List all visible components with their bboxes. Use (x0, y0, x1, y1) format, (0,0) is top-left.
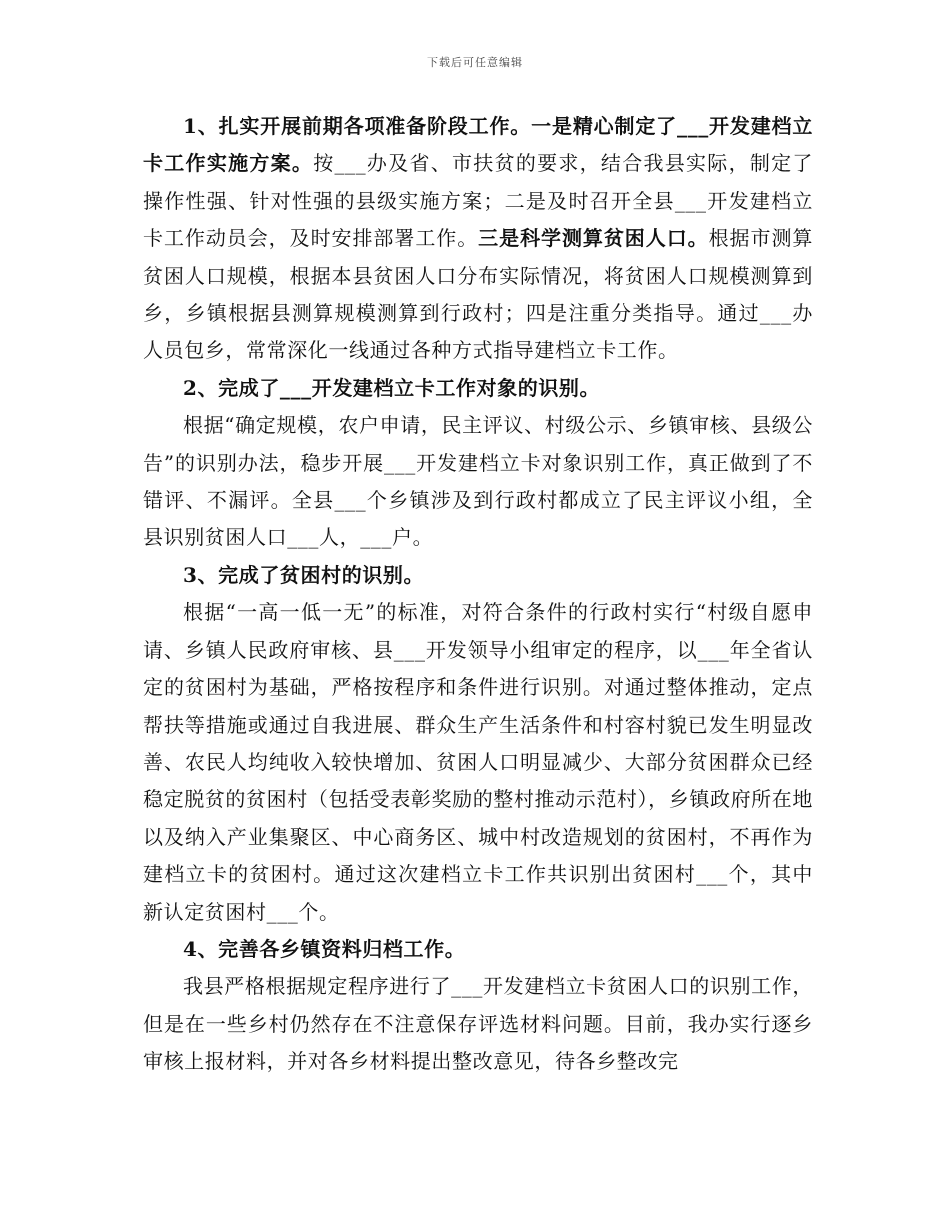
section-1-text-a: 按___办及省、市扶贫的要求，结合我县实际，制定了操作性强、针对性强的县级实施方案；二是及时召开全县___开发建档立卡工作动员会，及时安排部署工作。 (143, 151, 813, 251)
section-1-paragraph (143, 108, 813, 370)
page-header: 下载后可任意编辑 (427, 56, 523, 69)
section-4-body: 我县严格根据规定程序进行了___开发建档立卡贫困人口的识别工作，但是在一些乡村仍然存在不注意保存评选材料问题。目前，我办实行逐乡审核上报材料，并对各乡材料提出整改意见，待各乡整改完 (143, 974, 813, 1074)
document-body (143, 108, 813, 1081)
section-4-heading: 4、完善各乡镇资料归档工作。 (183, 936, 466, 961)
section-1-bold-b: 三是科学测算贫困人口。 (478, 226, 709, 251)
section-3-heading: 3、完成了贫困村的识别。 (183, 562, 425, 587)
section-1-text-b: 根据市测算贫困人口规模，根据本县贫困人口分布实际情况，将贫困人口规模测算到乡，乡镇根据县测算规模测算到行政村；四是注重分类指导。通过___办人员包乡，常常深化一线通过各种方式指导建档立卡工作。 (143, 226, 814, 363)
section-2-body: 根据“确定规模，农户申请，民主评议、村级公示、乡镇审核、县级公告”的识别办法，稳步开展___开发建档立卡对象识别工作，真正做到了不错评、不漏评。全县___个乡镇涉及到行政村都成立了民主评议小组，全县识别贫困人口___人，___户。 (143, 413, 813, 550)
section-1-heading: 1、扎实开展前期各项准备阶段工作。一是精心制定了___开发建档立卡工作实施方案。 (143, 114, 813, 176)
section-2-heading: 2、完成了___开发建档立卡工作对象的识别。 (183, 375, 601, 400)
section-3-body: 根据“一高一低一无”的标准，对符合条件的行政村实行“村级自愿申请、乡镇人民政府审核、县___开发领导小组审定的程序，以___年全省认定的贫困村为基础，严格按程序和条件进行识别。对通过整体推动，定点帮扶等措施或通过自我进展、群众生产生活条件和村容村貌已发生明显改善、农民人均纯收入较快增加、贫困人口明显减少、大部分贫困群众已经稳定脱贫的贫困村（包括受表彰奖励的整村推动示范村），乡镇政府所在地以及纳入产业集聚区、中心商务区、城中村改造规划的贫困村，不再作为建档立卡的贫困村。通过这次建档立卡工作共识别出贫困村___个，其中新认定贫困村___个。 (143, 600, 813, 924)
